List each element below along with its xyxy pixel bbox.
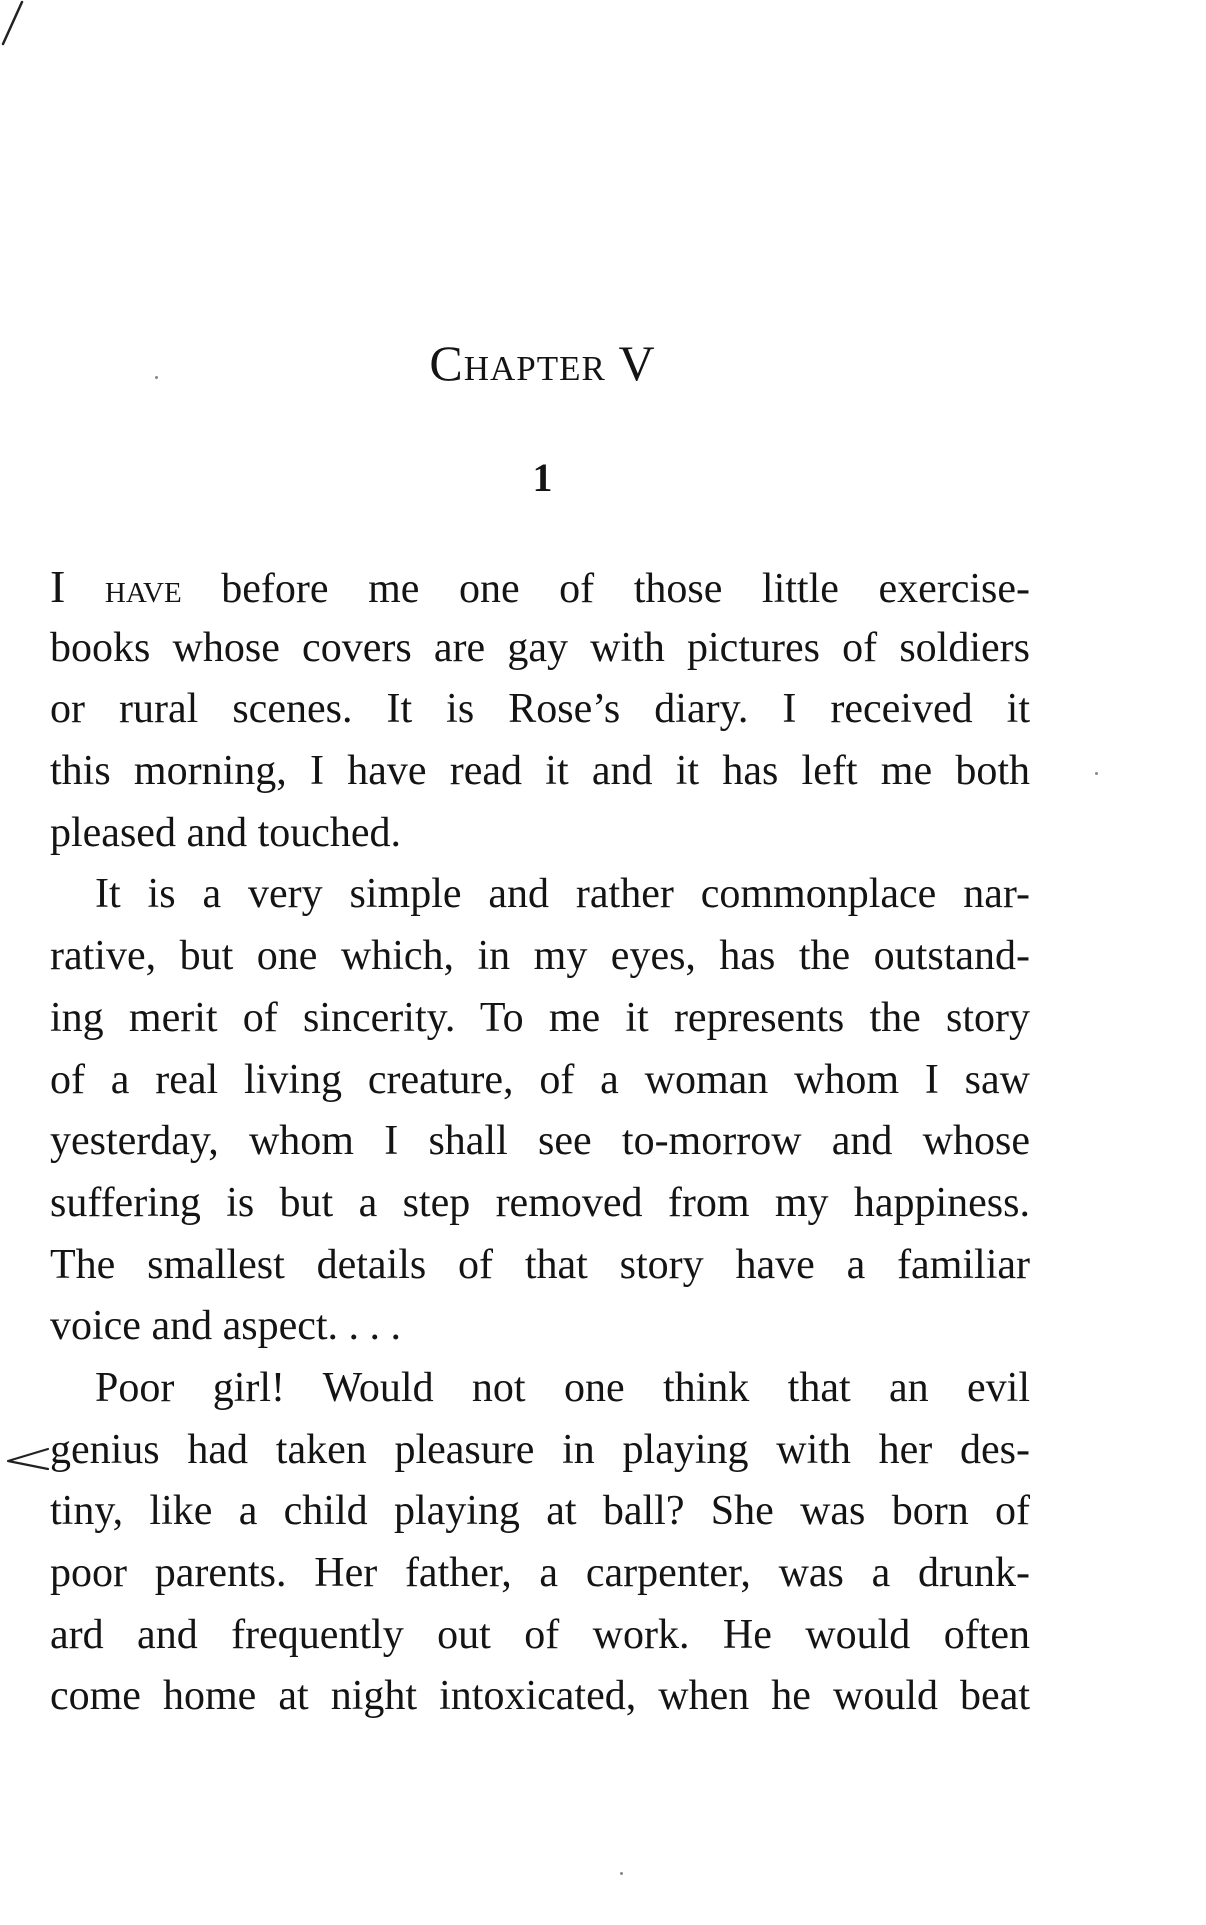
text-line: or rural scenes. It is Rose’s diary. I received it [50,686,1030,733]
paragraph [50,1358,1030,1728]
text-line [50,556,1030,618]
paragraph [50,864,1030,1358]
text-line: voice and aspect. . . . [50,1303,402,1350]
text-line: ard and frequently out of work. He would often [50,1611,1030,1658]
text-line: ing merit of sincerity. To me it represents the story [50,994,1030,1041]
body-text [50,556,1030,1728]
text-line: poor parents. Her father, a carpenter, was a drunk- [50,1550,1030,1596]
paper-speck [155,376,158,379]
text-line: pleased and touched. [50,809,402,856]
text-line: tiny, like a child playing at ball? She was born of [50,1488,1030,1535]
pencil-arrow-icon [4,1445,52,1475]
section-number: 1 [532,455,553,500]
text-line: genius had taken pleasure in playing with her des- [50,1426,1030,1473]
opening-smallcaps: have [104,566,182,612]
text-line: this morning, I have read it and it has left me both [50,748,1030,795]
paragraph [50,556,1030,864]
opening-letter: I [50,561,66,612]
text-line: suffering is but a step removed from my happiness. [50,1179,1030,1226]
text-line: Poor girl! Would not one think that an evil [95,1364,1030,1411]
paper-speck [1095,772,1098,775]
text-line: of a real living creature, of a woman whom I saw [50,1056,1030,1103]
chapter-heading: Chapter V [429,335,656,391]
pencil-slash-icon [0,0,30,60]
paper-speck [620,1872,623,1875]
text-line: yesterday, whom I shall see to-morrow and whose [50,1118,1030,1165]
text-line: come home at night intoxicated, when he would beat [50,1673,1030,1720]
text-line: The smallest details of that story have a familiar [50,1241,1030,1288]
text-line: rative, but one which, in my eyes, has the outstand- [50,933,1030,980]
opening-line-rest: before me one of those little exercise- [181,566,1031,612]
text-line: It is a very simple and rather commonplace nar- [95,871,1030,918]
text-line: books whose covers are gay with pictures of soldiers [50,624,1030,671]
